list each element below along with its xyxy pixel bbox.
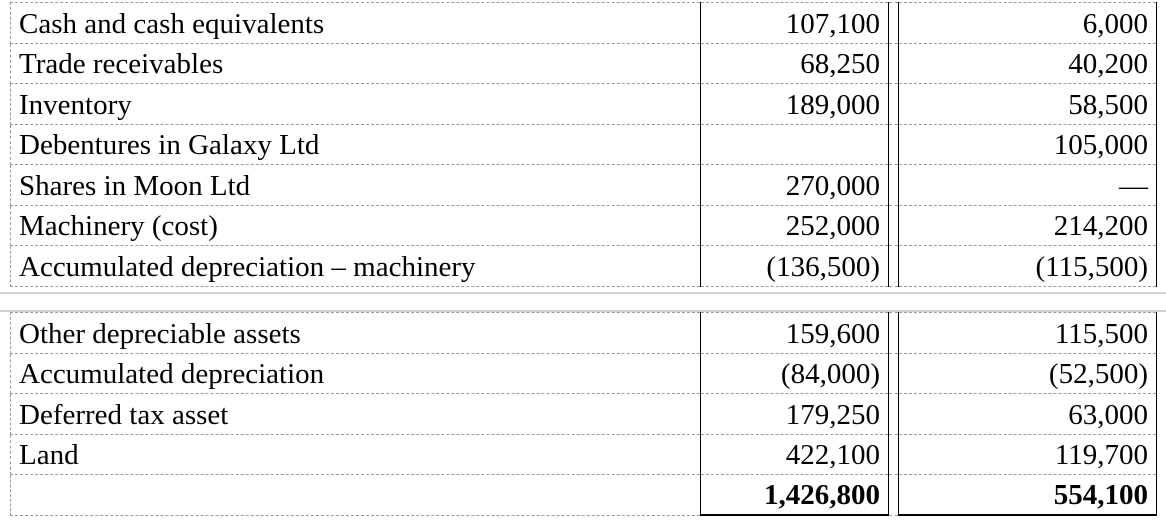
- value-col-a: 189,000: [701, 84, 889, 125]
- value-col-a: 107,100: [701, 3, 889, 44]
- value-col-a: 270,000: [701, 165, 889, 206]
- table-row: [11, 84, 1157, 125]
- value-col-b: 63,000: [899, 394, 1157, 435]
- value-col-b: 40,200: [899, 43, 1157, 84]
- total-col-b: 554,100: [899, 475, 1157, 516]
- value-col-b: (115,500): [899, 246, 1157, 287]
- table-row: [11, 394, 1157, 435]
- value-col-a: 179,250: [701, 394, 889, 435]
- balance-table-top: [10, 2, 1157, 287]
- column-spacer: [889, 475, 899, 516]
- row-label: Machinery (cost): [11, 205, 701, 246]
- row-label: Shares in Moon Ltd: [11, 165, 701, 206]
- column-spacer: [889, 313, 899, 354]
- table-row: [11, 313, 1157, 354]
- table-row: [11, 124, 1157, 165]
- value-col-a: (136,500): [701, 246, 889, 287]
- value-col-a: 68,250: [701, 43, 889, 84]
- table-row: [11, 3, 1157, 44]
- table-row: [11, 246, 1157, 287]
- table-row: [11, 353, 1157, 394]
- column-spacer: [889, 434, 899, 475]
- column-spacer: [889, 353, 899, 394]
- row-label: Trade receivables: [11, 43, 701, 84]
- table-row: [11, 205, 1157, 246]
- column-spacer: [889, 124, 899, 165]
- value-col-a: (84,000): [701, 353, 889, 394]
- value-col-a: 159,600: [701, 313, 889, 354]
- value-col-b: (52,500): [899, 353, 1157, 394]
- column-spacer: [889, 3, 899, 44]
- column-spacer: [889, 394, 899, 435]
- table-part-2: [10, 312, 1156, 516]
- column-spacer: [889, 84, 899, 125]
- column-spacer: [889, 43, 899, 84]
- column-spacer: [889, 205, 899, 246]
- column-spacer: [889, 165, 899, 206]
- value-col-b: 214,200: [899, 205, 1157, 246]
- table-row: [11, 43, 1157, 84]
- row-label: Deferred tax asset: [11, 394, 701, 435]
- row-label: Other depreciable assets: [11, 313, 701, 354]
- row-label: Accumulated depreciation: [11, 353, 701, 394]
- value-col-a: 422,100: [701, 434, 889, 475]
- table-row: [11, 434, 1157, 475]
- value-col-b: 58,500: [899, 84, 1157, 125]
- value-col-a: [701, 124, 889, 165]
- table-part-1: [10, 2, 1156, 287]
- row-label: Cash and cash equivalents: [11, 3, 701, 44]
- table-row: [11, 165, 1157, 206]
- total-label: [11, 475, 701, 516]
- value-col-a: 252,000: [701, 205, 889, 246]
- value-col-b: 115,500: [899, 313, 1157, 354]
- value-col-b: 119,700: [899, 434, 1157, 475]
- column-spacer: [889, 246, 899, 287]
- value-col-b: 6,000: [899, 3, 1157, 44]
- value-col-b: —: [899, 165, 1157, 206]
- row-label: Accumulated depreciation – machinery: [11, 246, 701, 287]
- page-break: [0, 292, 1166, 312]
- balance-table-bottom: [10, 312, 1157, 516]
- total-row: [11, 475, 1157, 516]
- row-label: Land: [11, 434, 701, 475]
- row-label: Debentures in Galaxy Ltd: [11, 124, 701, 165]
- value-col-b: 105,000: [899, 124, 1157, 165]
- total-col-a: 1,426,800: [701, 475, 889, 516]
- row-label: Inventory: [11, 84, 701, 125]
